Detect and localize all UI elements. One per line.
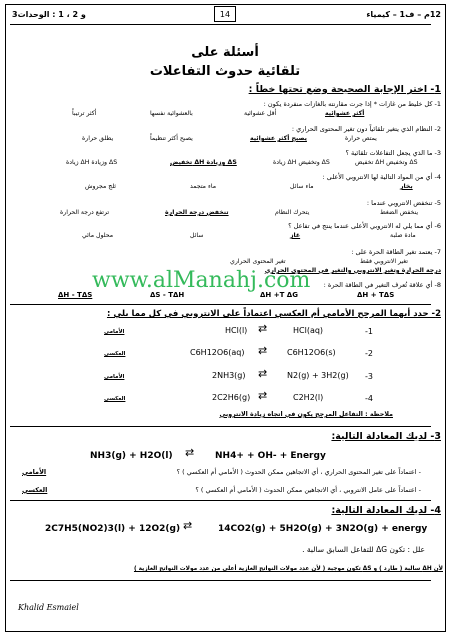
q1-opt-3: بالعشوائية نفسها [150,110,193,117]
row4-left: 2C2H6(g) [212,393,251,402]
page-number: 14 [214,6,236,22]
title-line-1: أسئلة على [191,45,259,60]
q3-opt-3: تخفيض ΔH وزيادة ΔS [170,159,237,166]
q2-opt-1: يمتص حرارة [345,135,377,142]
equilibrium-arrow-icon: ⇄ [258,344,266,357]
q4-opt-3: ماء متجمد [190,183,217,190]
row1-answer: الأمامي [104,329,125,335]
sec4-eq-right: 14CO2(g) + 5H2O(g) + 3N2O(g) + energy [218,524,428,534]
q4-opt-4: ثلج مجروش [85,183,116,190]
row3-answer: الأمامي [104,374,125,380]
q5-opt-1: ينخفض الضغط [380,209,419,216]
q1-opt-2: أقل عشوائية [244,110,277,117]
q4-opt-2: ماء سائل [290,183,314,190]
question-4: 4- أي من المواد التالية لها الانتروبي الأعلى : [322,173,441,181]
row4-answer: العكسي [104,396,126,402]
q8-opt-3: ΔS - TΔH [150,291,185,299]
q6-opt-2: غاز [290,232,301,239]
equilibrium-arrow-icon: ⇄ [258,389,266,402]
sec3-line-2: - اعتماداً على عامل الانتروبي ، أي الاتجاهين ممكن الحدوث ( الأمامي أم العكسي ) ؟ [195,486,421,494]
section-4-heading: 4- لديك المعادلة التالية: [331,505,441,516]
row1-right: HCl(aq) [293,326,324,335]
question-7: 7- يعتمد تغير الطاقة الحرة على : [351,248,441,256]
title-line-2: تلقائية حدوث التفاعلات [149,64,301,79]
row3-left: 2NH3(g) [212,371,246,380]
row1-num: -1 [365,327,373,336]
section-2-heading: 2- حدد أيهما المرجح الأمامي أم العكسي اعتماداً على الانتروبي في كل مما يلي : [106,309,441,319]
q2-opt-2: يصبح أكثر عشوائية [250,135,307,142]
header-divider [10,24,431,25]
question-2: 2- النظام الذي يتغير تلقائياً دون تغير المحتوى الحراري : [291,125,441,133]
row2-left: C6H12O6(aq) [190,348,245,357]
question-3: 3- ما الذي يجعل التفاعلات تلقائية ؟ [345,149,441,157]
q5-opt-2: يتحرك النظام [275,209,310,216]
divider-3 [10,500,431,501]
watermark: www.alManahj.com [92,268,311,293]
q1-opt-4: أكثر ترتيباً [72,110,97,117]
question-6: 6- أي مما يلي له الانتروبي الأعلى عندما ينتج في تفاعل ؟ [288,222,441,230]
q3-opt-2: زيادة ΔH وتخفيض ΔS [273,159,330,166]
q7-opt-1: تغير الانتروبي فقط [360,258,409,265]
section-1-heading: 1- اختر الإجابة الصحيحة وضع تحتها خطاً : [248,84,441,95]
q5-opt-3: تنخفض درجة الحرارة [165,209,229,216]
signature: Khalid Esmaiel [18,603,79,612]
q8-opt-1: ΔH + TΔS [357,291,395,299]
q7-opt-2: تغير المحتوى الحراري [230,258,286,265]
q1-opt-1: أكثر عشوائية [325,110,365,117]
sec3-line-1: - اعتماداً على تغير المحتوى الحراري ، أي الاتجاهين ممكن الحدوث ( الأمامي أم العكسي ) ؟ [176,468,421,476]
q2-opt-3: يصبح أكثر تنظيماً [150,135,193,142]
q3-opt-1: تخفيض ΔH وتخفيض ΔS [355,159,418,166]
sec3-eq-left: NH3(g) + H2O(l) [90,451,173,461]
sec3-answer-2: العكسي [22,486,48,494]
row4-right: C2H2(l) [293,393,324,402]
q8-opt-4: ΔH - TΔS [58,291,93,299]
sec4-question: علل : تكون ΔG للتفاعل السابق سالبة . [302,545,425,554]
q6-opt-3: سائل [190,232,204,239]
question-1: 1- كل خليط من غازات * إذا جرت مقارنته بالغازات منفردة يكون : [263,100,441,108]
divider-4 [10,580,431,581]
row2-num: -2 [365,349,373,358]
q7-opt-3: درجة الحرارة وتغير الانتروبي والتغير في المحتوى الحراري [264,267,441,274]
question-8: 8- أي علاقة تُعرف التغير في الطاقة الحرة : [323,281,441,289]
row3-num: -3 [365,372,373,381]
q6-opt-4: محلول مائي [82,232,114,239]
q8-opt-2: ΔH +T ΔG [260,291,298,299]
note: ملاحظة : التفاعل المرجح يكون في اتجاه زيادة الانتروبي [219,411,393,418]
q6-opt-1: مادة صلبة [390,232,416,239]
row2-answer: العكسي [104,351,126,357]
equilibrium-arrow-icon: ⇄ [183,519,191,532]
course-label: 12م – ف1 – كيمياء [366,10,441,19]
q5-opt-4: ترتفع درجة الحرارة [60,209,110,216]
row3-right: N2(g) + 3H2(g) [287,371,349,380]
question-5: 5- تنخفض الانتروبي عندما : [366,199,441,207]
q4-opt-1: بخار [400,183,413,190]
units-label: 3و 2 ، 1 : الوحدات [12,10,86,19]
divider-1 [10,304,431,305]
row4-num: -4 [365,394,373,403]
sec3-eq-right: NH4+ + OH- + Energy [215,451,326,461]
q3-opt-4: زيادة ΔH وزيادة ΔS [66,159,118,166]
equilibrium-arrow-icon: ⇄ [185,446,193,459]
row2-right: C6H12O6(s) [287,348,336,357]
sec4-eq-left: 2C7H5(NO2)3(l) + 12O2(g) [45,524,181,534]
sec3-answer-1: الأمامي [22,468,47,476]
equilibrium-arrow-icon: ⇄ [258,322,266,335]
section-3-heading: 3- لديك المعادلة التالية: [331,431,441,442]
row1-left: HCl(l) [225,326,248,335]
q2-opt-4: يطلق حرارة [82,135,114,142]
equilibrium-arrow-icon: ⇄ [258,367,266,380]
sec4-answer: لأن ΔH سالبة ( طارد ) و ΔS تكون موجبة ( لأن عدد مولات النواتج الغازية أعلى من عدد مولات النواتج الغازية ) [133,566,443,572]
divider-2 [10,426,431,427]
